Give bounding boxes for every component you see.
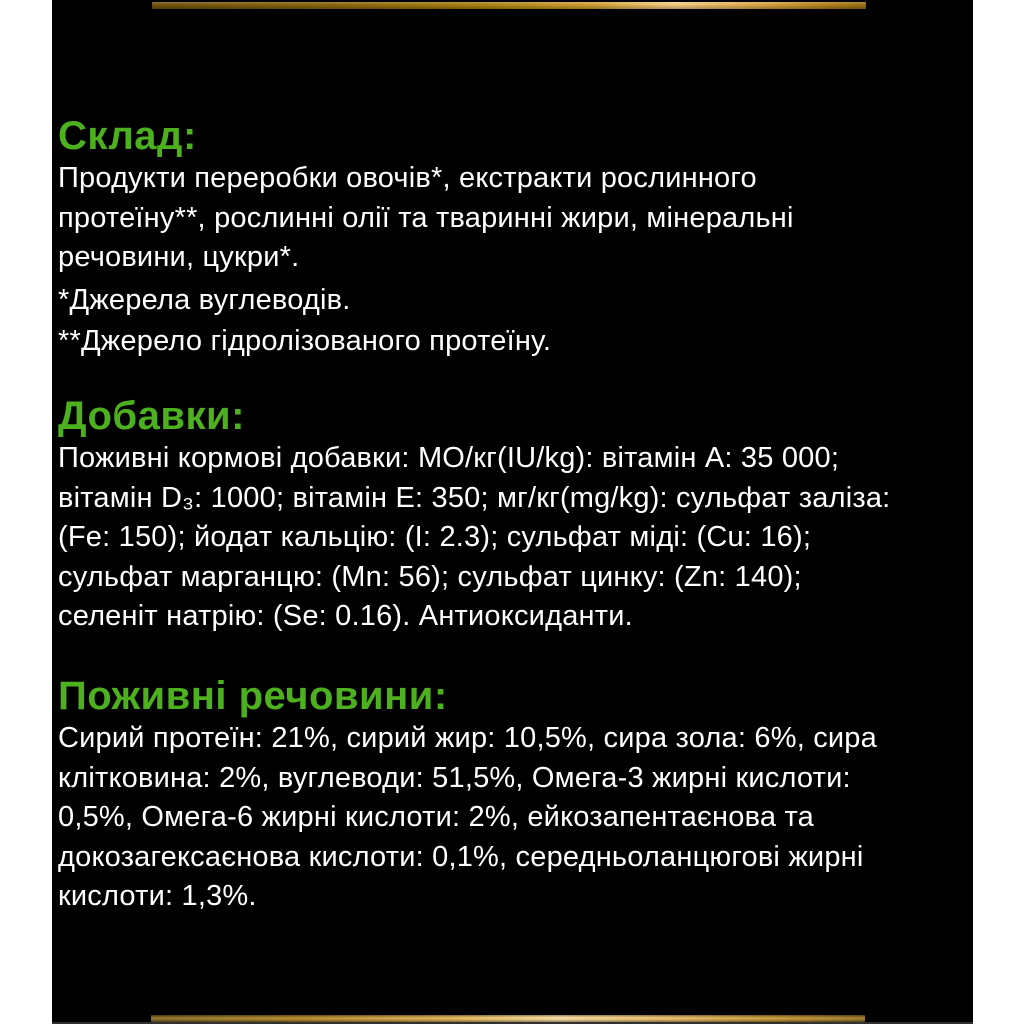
nutrients-line: докозагексаєнова кислоти: 0,1%, середньоланцюгові жирні (58, 840, 864, 873)
composition-footnote: *Джерела вуглеводів. (58, 284, 351, 316)
composition-line: протеїну**, рослинні олії та тваринні жири, мінеральні (58, 201, 794, 234)
nutrients-line: Сирий протеїн: 21%, сирий жир: 10,5%, сира зола: 6%, сира (58, 722, 877, 754)
gold-divider-top (152, 2, 866, 9)
nutrients-line: клітковина: 2%, вуглеводи: 51,5%, Омега-3 жирні кислоти: (58, 761, 851, 794)
additives-line: Поживні кормові добавки: МО/кг(IU/kg): вітамін A: 35 000; (58, 442, 840, 474)
nutrients-line: 0,5%, Омега-6 жирні кислоти: 2%, ейкозапентаєнова та (58, 801, 814, 833)
additives-line: сульфат марганцю: (Mn: 56); сульфат цинку: (Zn: 140); (58, 560, 802, 593)
additives-line: вітамін D₃: 1000; вітамін E: 350; мг/кг(mg/kg): сульфат заліза: (58, 481, 891, 514)
composition-footnote: **Джерело гідролізованого протеїну. (58, 325, 552, 357)
nutrients-line: кислоти: 1,3%. (58, 880, 257, 912)
section-heading-composition: Склад: (58, 114, 197, 158)
additives-line: (Fe: 150); йодат кальцію: (I: 2.3); сульфат міді: (Cu: 16); (58, 521, 812, 553)
section-heading-nutrients: Поживні речовини: (58, 674, 448, 718)
composition-line: Продукти переробки овочів*, екстракти рослинного (58, 162, 757, 194)
additives-line: селеніт натрію: (Se: 0.16). Антиоксиданти. (58, 600, 633, 632)
section-heading-additives: Добавки: (58, 394, 245, 438)
composition-line: речовини, цукри*. (58, 241, 300, 273)
gold-divider-bottom (151, 1015, 865, 1022)
